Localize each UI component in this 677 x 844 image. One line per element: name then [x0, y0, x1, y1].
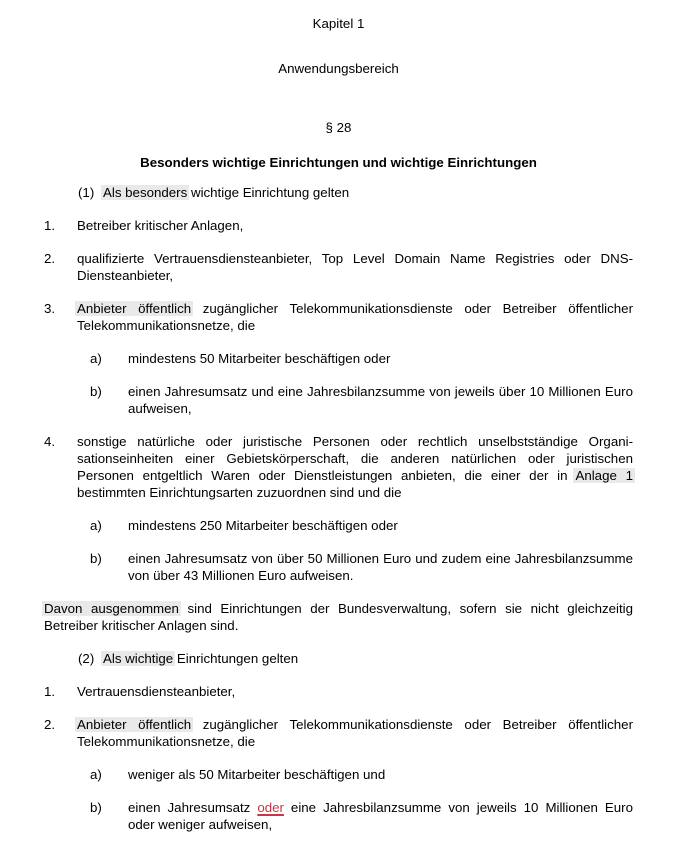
- list-item-2-1: [44, 683, 633, 700]
- text-segment: einen Jahresumsatz: [128, 800, 258, 815]
- item-marker: b): [90, 384, 102, 399]
- item-marker: 1.: [44, 684, 56, 699]
- absatz-marker: (2): [78, 651, 95, 666]
- absatz-2-intro: [78, 650, 633, 667]
- absatz-text: [103, 650, 633, 667]
- highlighted-segment: Anbieter öffentlich: [77, 717, 192, 732]
- item-marker: b): [90, 551, 102, 566]
- text-segment: wichtige Einrichtung gelten: [187, 185, 350, 200]
- list-item-2-2-b: [90, 799, 633, 833]
- list-item-1-3-b: [90, 383, 633, 417]
- list-item-2-2: [44, 716, 633, 750]
- highlighted-segment: Anlage 1: [575, 468, 633, 483]
- item-marker: b): [90, 800, 102, 815]
- item-text: einen Jahresumsatz und eine Jahresbilanzsumme von jeweils über 10 Millionen Euro aufweisen,: [128, 384, 633, 416]
- item-text: Betreiber kritischer Anlagen,: [77, 218, 244, 233]
- item-marker: 4.: [44, 434, 56, 449]
- list-item-1-4-b: [90, 550, 633, 584]
- item-text: qualifizierte Vertrauensdiensteanbieter, Top Level Domain Name Registries oder DNS-Diensteanbieter,: [77, 251, 633, 283]
- item-text: [77, 716, 633, 750]
- item-text: [77, 300, 633, 334]
- chapter-subheading: Anwendungsbereich: [278, 61, 399, 76]
- section-number: § 28: [325, 120, 352, 135]
- item-marker: a): [90, 351, 102, 366]
- item-marker: a): [90, 518, 102, 533]
- highlighted-segment: Davon ausgenommen: [44, 601, 179, 616]
- item-marker: 3.: [44, 301, 56, 316]
- item-text: mindestens 50 Mitarbeiter beschäftigen oder: [128, 351, 391, 366]
- list-item-1-4-a: [90, 517, 633, 534]
- highlighted-segment: Anbieter öffentlich: [77, 301, 192, 316]
- chapter-heading: Kapitel 1: [312, 16, 365, 31]
- item-marker: 2.: [44, 251, 56, 266]
- list-item-2-2-a: [90, 766, 633, 783]
- inserted-text: oder: [257, 800, 284, 815]
- item-marker: a): [90, 767, 102, 782]
- highlighted-segment: Als wichtige: [103, 651, 174, 666]
- item-marker: 2.: [44, 717, 56, 732]
- list-item-1-3: [44, 300, 633, 334]
- item-text: [77, 433, 633, 501]
- text-segment: zugänglicher Telekommunikationsdienste oder Betreiber öffentlicher Telekommunikationsnetze, die: [77, 717, 633, 749]
- absatz-1-intro: [78, 184, 633, 201]
- text-segment: zugänglicher Telekommunikationsdienste oder Betreiber öffentlicher Telekommunikationsnetze, die: [77, 301, 633, 333]
- highlighted-segment: Als besonders: [103, 185, 188, 200]
- absatz-text: [103, 184, 633, 201]
- list-item-1-2: [44, 250, 633, 284]
- item-text: weniger als 50 Mitarbeiter beschäftigen und: [128, 767, 386, 782]
- list-item-1-1: [44, 217, 633, 234]
- item-text: [128, 799, 633, 833]
- text-segment: sonstige natürliche oder juristische Personen oder rechtlich unselbstständige Organisationseinheiten einer Gebietskörperschaft, die anderen natürlichen oder juristischen Personen entgeltlich Waren oder Dienstleistungen anbieten, die einer der in: [77, 434, 633, 483]
- list-item-1-4: [44, 433, 633, 501]
- item-text: mindestens 250 Mitarbeiter beschäftigen oder: [128, 518, 398, 533]
- text-segment: Einrichtungen gelten: [173, 651, 299, 666]
- text-segment: bestimmten Einrichtungsarten zuzuordnen sind und die: [77, 485, 402, 500]
- absatz-marker: (1): [78, 185, 95, 200]
- list-item-1-3-a: [90, 350, 633, 367]
- item-text: einen Jahresumsatz von über 50 Millionen Euro und zudem eine Jahresbilanzsumme von über 43 Millionen Euro aufweisen.: [128, 551, 633, 583]
- text-segment: sind Einrichtungen der Bundesverwaltung, sofern sie nicht gleichzeitig Betreiber kritischer Anlagen sind.: [44, 601, 634, 633]
- item-text: Vertrauensdiensteanbieter,: [77, 684, 236, 699]
- item-marker: 1.: [44, 218, 56, 233]
- text-segment: eine Jahresbilanzsumme von jeweils 10 Millionen Euro oder weniger aufweisen,: [128, 800, 634, 832]
- section-title: Besonders wichtige Einrichtungen und wichtige Einrichtungen: [140, 155, 537, 170]
- exception-paragraph: [44, 600, 633, 634]
